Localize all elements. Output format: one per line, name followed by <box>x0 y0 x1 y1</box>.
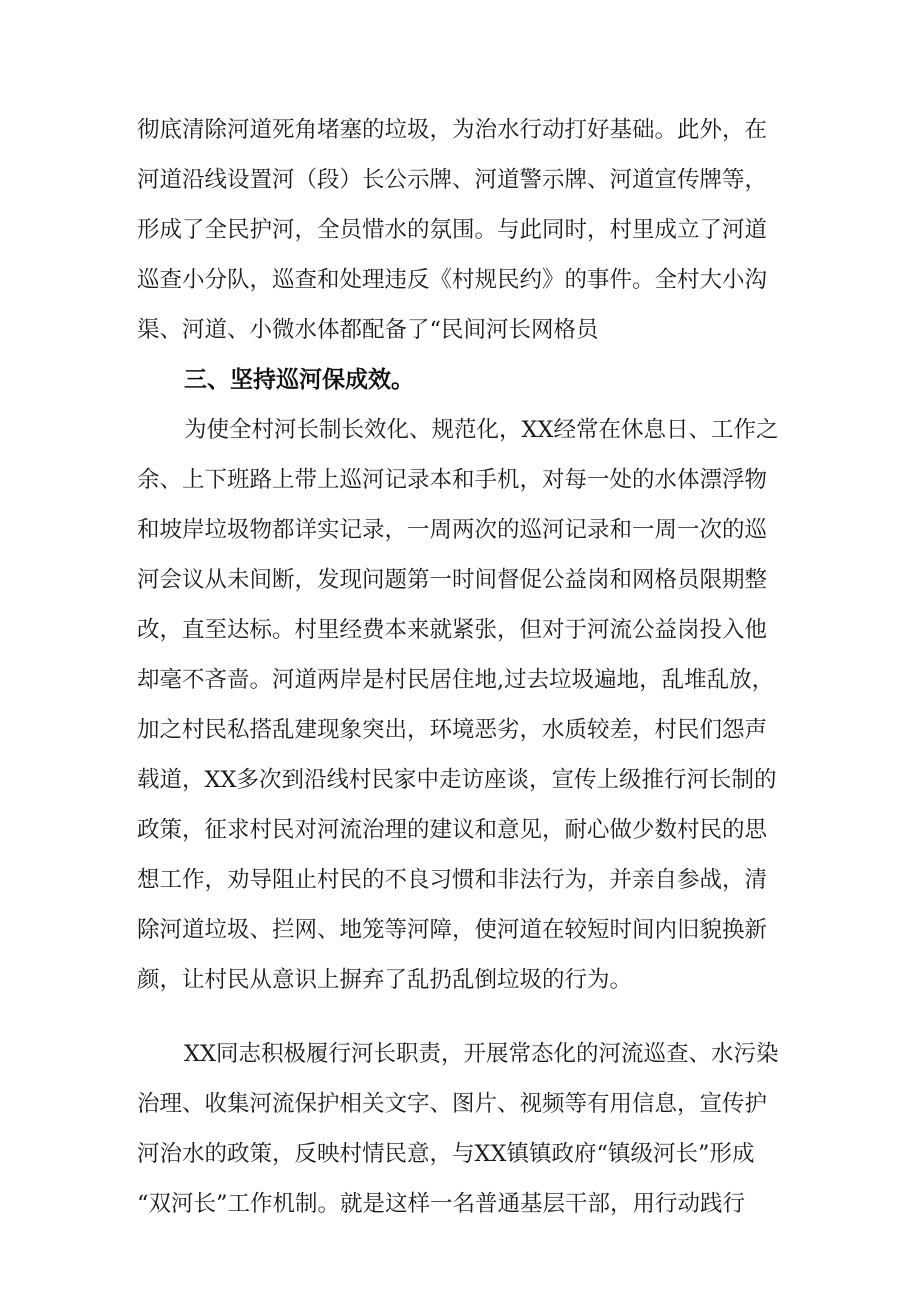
text-line: 河治水的政策，反映村情民意，与XX镇镇政府“镇级河长”形成 <box>137 1141 755 1167</box>
text-line: 巡查小分队，巡查和处理违反《村规民约》的事件。全村大小沟 <box>137 267 768 293</box>
text-line: 形成了全民护河，全员惜水的氛围。与此同时，村里成立了河道 <box>137 217 768 243</box>
text-line: 治理、收集河流保护相关文字、图片、视频等有用信息，宣传护 <box>137 1091 768 1117</box>
text-line: XX同志积极履行河长职责，开展常态化的河流巡查、水污染 <box>184 1041 779 1067</box>
text-line: 彻底清除河道死角堵塞的垃圾，为治水行动打好基础。此外，在 <box>137 117 768 143</box>
text-line: 除河道垃圾、拦网、地笼等河障，使河道在较短时间内旧貌换新 <box>137 917 768 943</box>
section-heading: 三、坚持巡河保成效。 <box>184 367 414 393</box>
text-line: 渠、河道、小微水体都配备了“民间河长网格员 <box>137 317 599 343</box>
text-line: 河会议从未间断，发现问题第一时间督促公益岗和网格员限期整 <box>137 567 768 593</box>
text-line: 想工作，劝导阻止村民的不良习惯和非法行为，并亲自参战，清 <box>137 867 768 893</box>
text-line: 政策，征求村民对河流治理的建议和意见，耐心做少数村民的思 <box>137 817 768 843</box>
text-line: 颜，让村民从意识上摒弃了乱扔乱倒垃圾的行为。 <box>137 967 633 993</box>
text-line: 却毫不吝啬。河道两岸是村民居住地,过去垃圾遍地，乱堆乱放， <box>137 667 775 693</box>
text-line: 改，直至达标。村里经费本来就紧张，但对于河流公益岗投入他 <box>137 617 768 643</box>
text-line: 载道，XX多次到沿线村民家中走访座谈，宣传上级推行河长制的 <box>137 767 777 793</box>
text-line: 加之村民私搭乱建现象突出，环境恶劣，水质较差，村民们怨声 <box>137 717 768 743</box>
text-line: 余、上下班路上带上巡河记录本和手机，对每一处的水体漂浮物 <box>137 467 768 493</box>
text-line: 和坡岸垃圾物都详实记录，一周两次的巡河记录和一周一次的巡 <box>137 517 768 543</box>
text-line: 河道沿线设置河（段）长公示牌、河道警示牌、河道宣传牌等， <box>137 167 768 193</box>
text-line: 为使全村河长制长效化、规范化，XX经常在休息日、工作之 <box>184 417 779 443</box>
text-line: “双河长”工作机制。就是这样一名普通基层干部，用行动践行 <box>137 1191 746 1217</box>
